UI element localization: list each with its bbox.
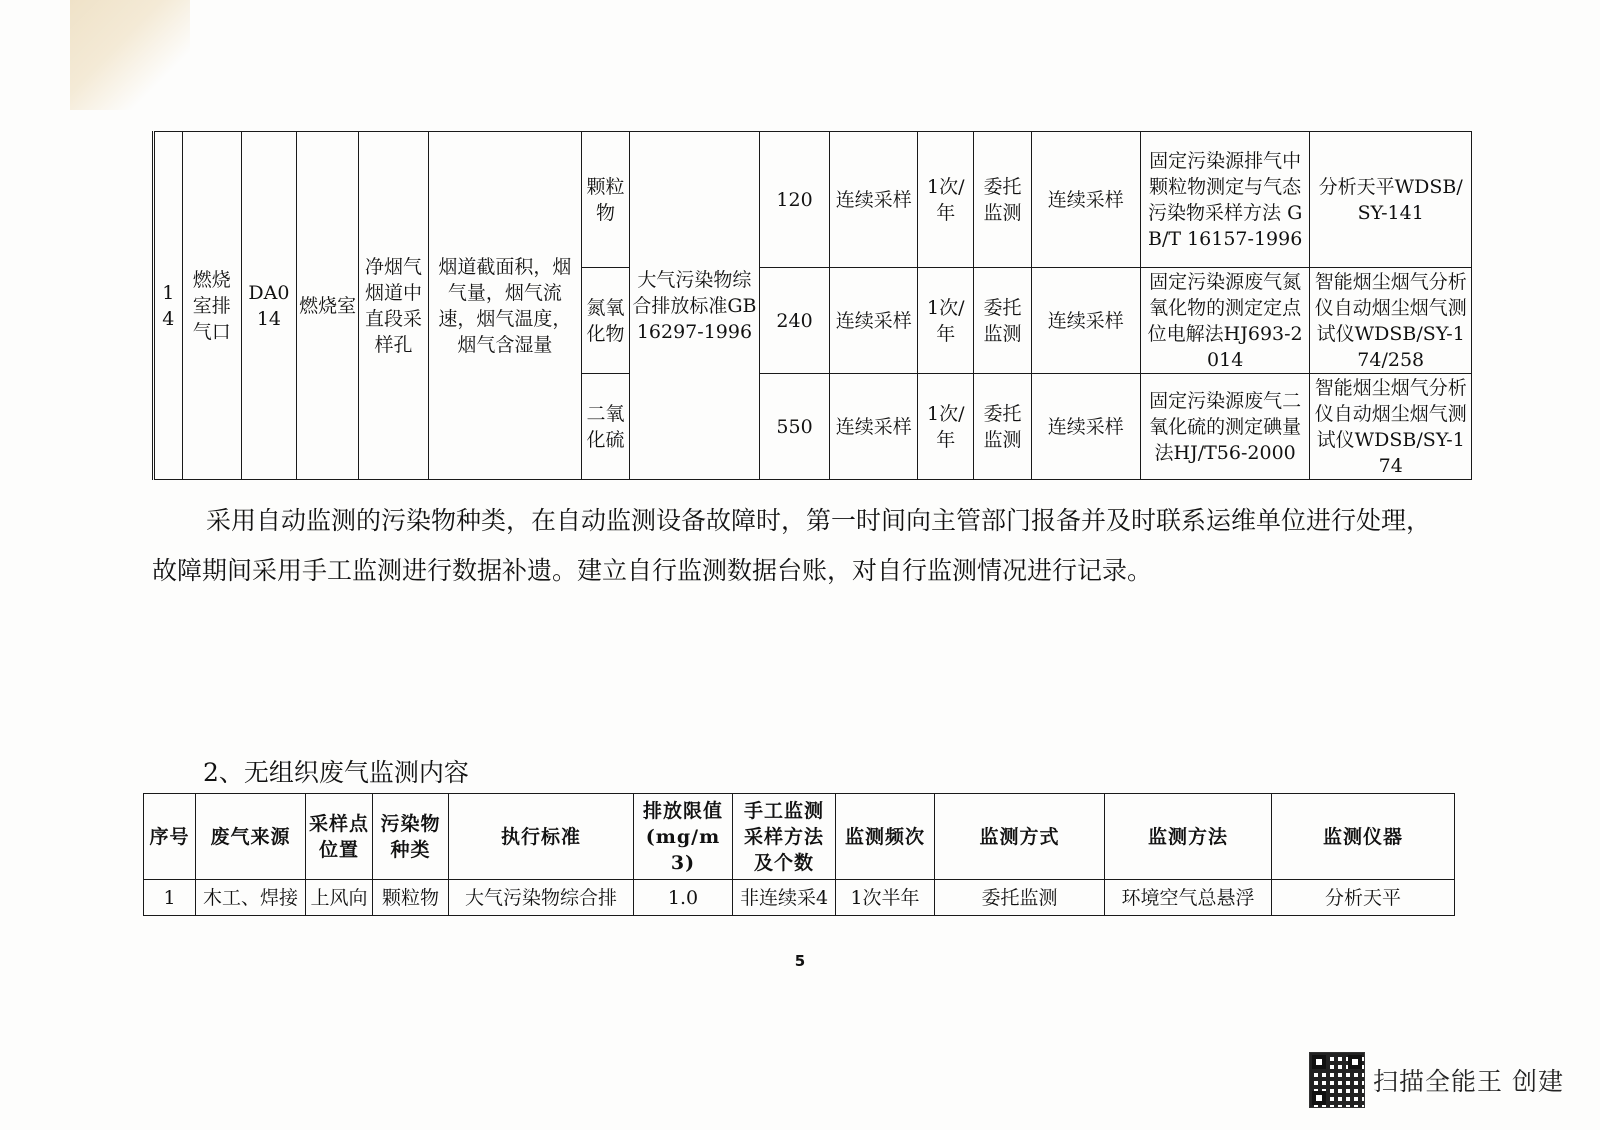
monitoring-mode: 委托监测: [935, 880, 1105, 916]
table-row: [144, 880, 1455, 916]
sampling-mode: 连续采样: [830, 374, 918, 480]
monitoring-frequency: 1次/年: [918, 132, 974, 268]
section-title: 2、无组织废气监测内容: [203, 758, 469, 787]
watermark-text: 扫描全能王 创建: [1373, 1067, 1564, 1096]
emission-standard: 大气污染物综合排放标准GB16297-1996: [630, 132, 760, 480]
monitoring-frequency: 1次/年: [918, 374, 974, 480]
monitored-parameters: 烟道截面积，烟气量，烟气流速，烟气温度，烟气含湿量: [428, 132, 581, 480]
emission-limit: 1.0: [634, 880, 733, 916]
header-row: [144, 794, 1455, 880]
monitoring-instrument: 分析天平WDSB/SY-141: [1310, 132, 1472, 268]
header-pollutant: 污染物种类: [373, 794, 449, 880]
emission-limit: 120: [759, 132, 829, 268]
header-method: 监测方法: [1105, 794, 1272, 880]
header-instrument: 监测仪器: [1272, 794, 1455, 880]
monitoring-instrument: 智能烟尘烟气分析仪自动烟尘烟气测试仪WDSB/SY-174/258: [1310, 268, 1472, 374]
monitoring-instrument: 分析天平: [1272, 880, 1455, 916]
sampling-mode-2: 连续采样: [1031, 132, 1140, 268]
fugitive-emission-table: [143, 793, 1455, 916]
header-index: 序号: [144, 794, 196, 880]
sampling-point: 上风向: [306, 880, 373, 916]
monitoring-frequency: 1次半年: [836, 880, 935, 916]
emission-source: 木工、焊接: [196, 880, 306, 916]
page-number: 5: [794, 952, 806, 970]
monitoring-frequency: 1次/年: [918, 268, 974, 374]
row-index: 1: [144, 880, 196, 916]
facility: 燃烧室: [297, 132, 359, 480]
sampling-point: 净烟气烟道中直段采样孔: [359, 132, 428, 480]
sampling-mode-2: 连续采样: [1031, 374, 1140, 480]
monitoring-mode: 委托监测: [974, 132, 1031, 268]
monitoring-mode: 委托监测: [974, 374, 1031, 480]
monitoring-method: 固定污染源废气氮氧化物的测定定点位电解法HJ693-2014: [1140, 268, 1310, 374]
pollutant: 二氧化硫: [582, 374, 630, 480]
scanner-watermark: [1309, 1052, 1564, 1108]
header-source: 废气来源: [196, 794, 306, 880]
header-frequency: 监测频次: [836, 794, 935, 880]
sampling-mode: 连续采样: [830, 132, 918, 268]
monitoring-instrument: 智能烟尘烟气分析仪自动烟尘烟气测试仪WDSB/SY-174: [1310, 374, 1472, 480]
header-limit: 排放限值(mg/m3): [634, 794, 733, 880]
pollutant: 颗粒物: [582, 132, 630, 268]
monitoring-method: 固定污染源废气二氧化硫的测定碘量法HJ/T56-2000: [1140, 374, 1310, 480]
body-paragraph: 采用自动监测的污染物种类，在自动监测设备故障时，第一时间向主管部门报备并及时联系运维单位进行处理，故障期间采用手工监测进行数据补遗。建立自行监测数据台账，对自行监测情况进行记录。: [152, 506, 1432, 585]
paper-stain: [70, 0, 190, 110]
sampling-mode-2: 连续采样: [1031, 268, 1140, 374]
emission-source: 燃烧室排气口: [182, 132, 241, 480]
monitoring-method: 环境空气总悬浮: [1105, 880, 1272, 916]
sampling-mode: 连续采样: [830, 268, 918, 374]
emission-standard: 大气污染物综合排: [449, 880, 634, 916]
pollutant: 氮氧化物: [582, 268, 630, 374]
manual-sampling: 非连续采4: [733, 880, 836, 916]
header-mode: 监测方式: [935, 794, 1105, 880]
header-point: 采样点位置: [306, 794, 373, 880]
header-manual-sampling: 手工监测采样方法及个数: [733, 794, 836, 880]
pollutant: 颗粒物: [373, 880, 449, 916]
header-standard: 执行标准: [449, 794, 634, 880]
emission-limit: 550: [759, 374, 829, 480]
outlet-code: DA014: [241, 132, 296, 480]
row-index: 14: [154, 132, 183, 480]
qr-code-icon: [1309, 1052, 1365, 1108]
monitoring-mode: 委托监测: [974, 268, 1031, 374]
emission-limit: 240: [759, 268, 829, 374]
monitoring-method: 固定污染源排气中颗粒物测定与气态污染物采样方法 GB/T 16157-1996: [1140, 132, 1310, 268]
table-row: [154, 132, 1472, 268]
exhaust-monitoring-table: [152, 131, 1472, 480]
